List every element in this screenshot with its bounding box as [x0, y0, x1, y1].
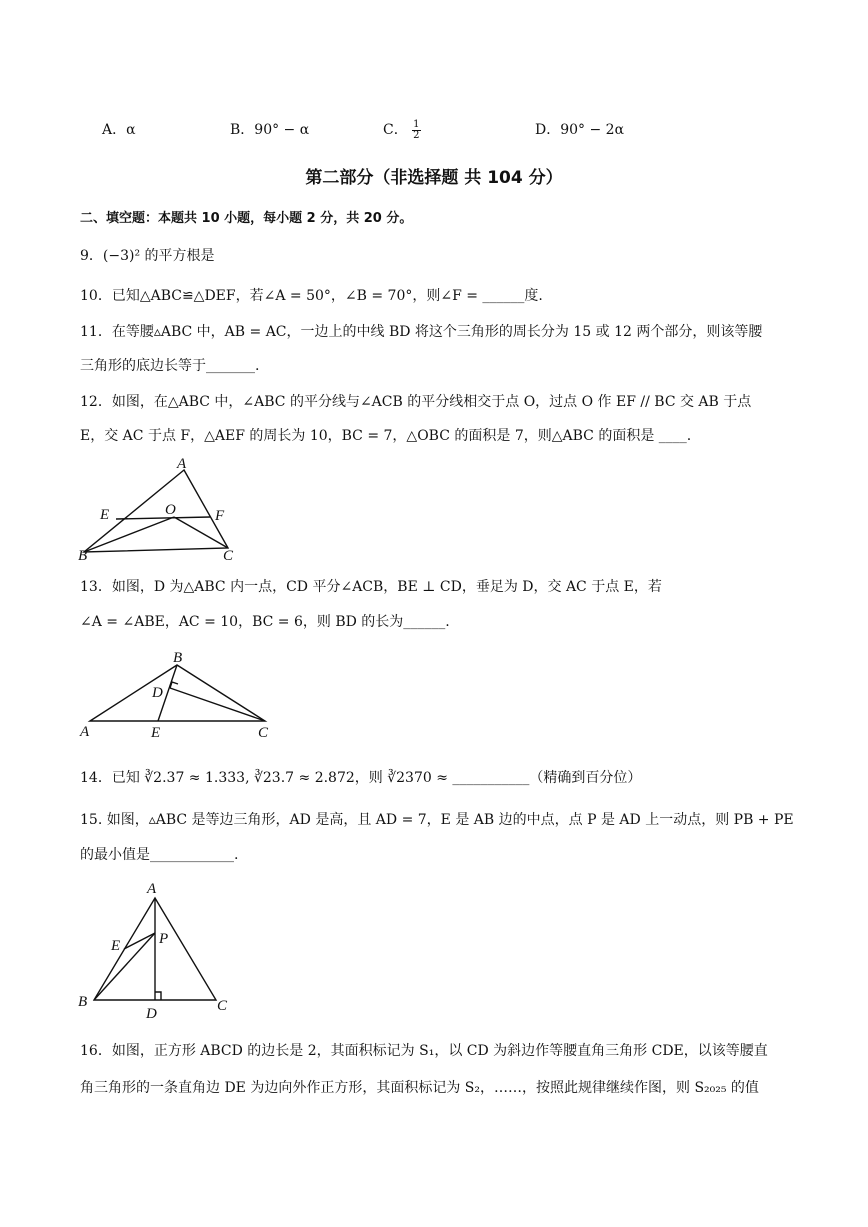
section-heading: 二、填空题：本题共 10 小题，每小题 2 分，共 20 分。	[80, 211, 413, 226]
figure-15	[72, 876, 242, 1022]
question-13-line-2: ∠A = ∠ABE，AC = 10，BC = 6，则 BD 的长为______.	[80, 614, 450, 630]
label-c: C	[258, 725, 269, 741]
question-15-line-2: 的最小值是____________.	[80, 847, 239, 863]
part-title: 第二部分（非选择题 共 104 分）	[305, 168, 563, 188]
right-angle-mark	[170, 682, 178, 688]
question-13-line-1: 13．如图，D 为△ABC 内一点，CD 平分∠ACB，BE ⊥ CD，垂足为 D，交 AC 于点 E，若	[80, 579, 662, 595]
label-c: C	[217, 998, 228, 1014]
option-d: D．90° − 2α	[535, 122, 625, 138]
label-c: C	[223, 548, 234, 564]
label-b: B	[173, 650, 183, 666]
question-12-line-2: E，交 AC 于点 F，△AEF 的周长为 10，BC = 7，△OBC 的面积是 7，则△ABC 的面积是 ____.	[80, 428, 692, 444]
label-b: B	[78, 548, 88, 564]
label-e: E	[111, 938, 121, 954]
label-a: A	[147, 881, 157, 897]
label-p: P	[159, 931, 169, 947]
label-o: O	[165, 502, 176, 518]
segment-bp	[94, 933, 155, 1000]
label-f: F	[215, 508, 225, 524]
figure-12	[70, 452, 270, 564]
question-9: 9．(−3)² 的平方根是	[80, 248, 215, 264]
label-a: A	[80, 724, 90, 740]
segment-bo	[84, 517, 174, 552]
option-a: A．α	[102, 122, 136, 138]
question-11-line-2: 三角形的底边长等于_______.	[80, 358, 260, 374]
label-d: D	[152, 685, 163, 701]
right-angle-mark	[155, 992, 161, 1000]
question-16-line-1: 16．如图，正方形 ABCD 的边长是 2，其面积标记为 S₁，以 CD 为斜边作等腰直角三角形 CDE，以该等腰直	[80, 1043, 768, 1059]
option-b: B．90° − α	[230, 122, 310, 138]
option-c-fraction	[412, 120, 420, 141]
question-11-line-1: 11．在等腰▵ABC 中，AB = AC，一边上的中线 BD 将这个三角形的周长分为 15 或 12 两个部分，则该等腰	[80, 324, 763, 340]
option-c-label: C．	[383, 122, 408, 138]
question-16-line-2: 角三角形的一条直角边 DE 为边向外作正方形，其面积标记为 S₂，……，按照此规律继续作图，则 S₂₀₂₅ 的值	[80, 1080, 759, 1096]
question-12-line-1: 12．如图，在△ABC 中，∠ABC 的平分线与∠ACB 的平分线相交于点 O，过点 O 作 EF // BC 交 AB 于点	[80, 394, 752, 410]
label-e: E	[151, 725, 161, 741]
fraction-numerator: 1	[413, 118, 420, 130]
segment-dc	[170, 688, 265, 721]
segment-ef	[116, 517, 210, 519]
label-a: A	[177, 456, 187, 472]
figure-13	[72, 646, 282, 744]
question-10: 10．已知△ABC≌△DEF，若∠A = 50°，∠B = 70°，则∠F = ______度.	[80, 288, 543, 304]
fraction-denominator: 2	[413, 129, 420, 141]
option-c	[383, 119, 421, 141]
label-d: D	[146, 1006, 157, 1022]
label-e: E	[100, 507, 110, 523]
label-b: B	[78, 994, 88, 1010]
question-14: 14．已知 ∛2.37 ≈ 1.333, ∛23.7 ≈ 2.872，则 ∛2370 ≈ ___________（精确到百分位）	[80, 770, 642, 786]
question-15-line-1: 15. 如图，▵ABC 是等边三角形，AD 是高，且 AD = 7，E 是 AB 边的中点，点 P 是 AD 上一动点，则 PB + PE	[80, 812, 794, 828]
